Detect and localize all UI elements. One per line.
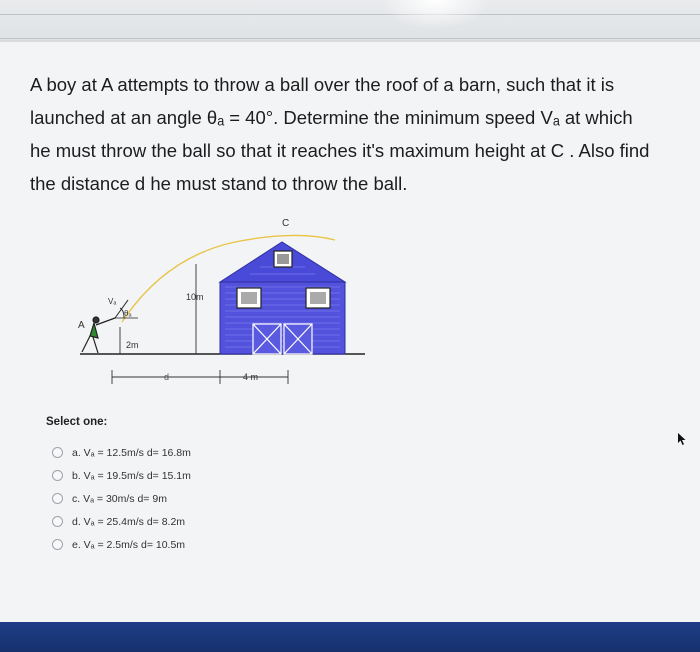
option-b[interactable] xyxy=(52,464,191,487)
light-glare xyxy=(380,0,490,30)
question-line: launched at an angle θₐ = 40°. Determine the minimum speed Vₐ at which xyxy=(30,107,633,128)
label-theta: θₐ xyxy=(124,309,132,318)
select-one-label: Select one: xyxy=(46,416,108,428)
option-e[interactable] xyxy=(52,533,191,556)
label-c: C xyxy=(282,218,290,229)
radio-icon[interactable] xyxy=(52,493,63,504)
radio-icon[interactable] xyxy=(52,470,63,481)
label-va: Vₐ xyxy=(108,297,117,306)
label-2m: 2m xyxy=(126,340,139,350)
mouse-cursor-icon xyxy=(677,432,687,446)
question-line: the distance d he must stand to throw the ball. xyxy=(30,173,408,194)
option-label: e. Vₐ = 2.5m/s d= 10.5m xyxy=(72,538,186,551)
label-a: A xyxy=(78,320,85,331)
answer-options xyxy=(52,441,191,556)
option-label: d. Vₐ = 25.4m/s d= 8.2m xyxy=(72,515,186,528)
question-line: A boy at A attempts to throw a ball over the roof of a barn, such that it is xyxy=(30,74,615,95)
barn-diagram xyxy=(60,212,380,402)
option-a[interactable] xyxy=(52,441,191,464)
label-d: d xyxy=(164,372,170,382)
radio-icon[interactable] xyxy=(52,516,63,527)
barn xyxy=(220,242,345,354)
radio-icon[interactable] xyxy=(52,447,63,458)
option-label: b. Vₐ = 19.5m/s d= 15.1m xyxy=(72,469,191,482)
radio-icon[interactable] xyxy=(52,539,63,550)
label-4m: 4 m xyxy=(243,372,259,382)
question-text xyxy=(30,68,685,200)
option-label: c. Vₐ = 30m/s d= 9m xyxy=(72,492,167,505)
option-d[interactable] xyxy=(52,510,191,533)
option-c[interactable] xyxy=(52,487,191,510)
option-label: a. Vₐ = 12.5m/s d= 16.8m xyxy=(72,446,191,459)
top-divider xyxy=(0,14,700,15)
footer-bar xyxy=(0,622,700,652)
label-10m: 10m xyxy=(186,292,204,302)
browser-top-band xyxy=(0,0,700,40)
question-line: he must throw the ball so that it reaches it's maximum height at C . Also find xyxy=(30,140,650,161)
question-card xyxy=(0,42,700,622)
top-divider xyxy=(0,38,700,39)
